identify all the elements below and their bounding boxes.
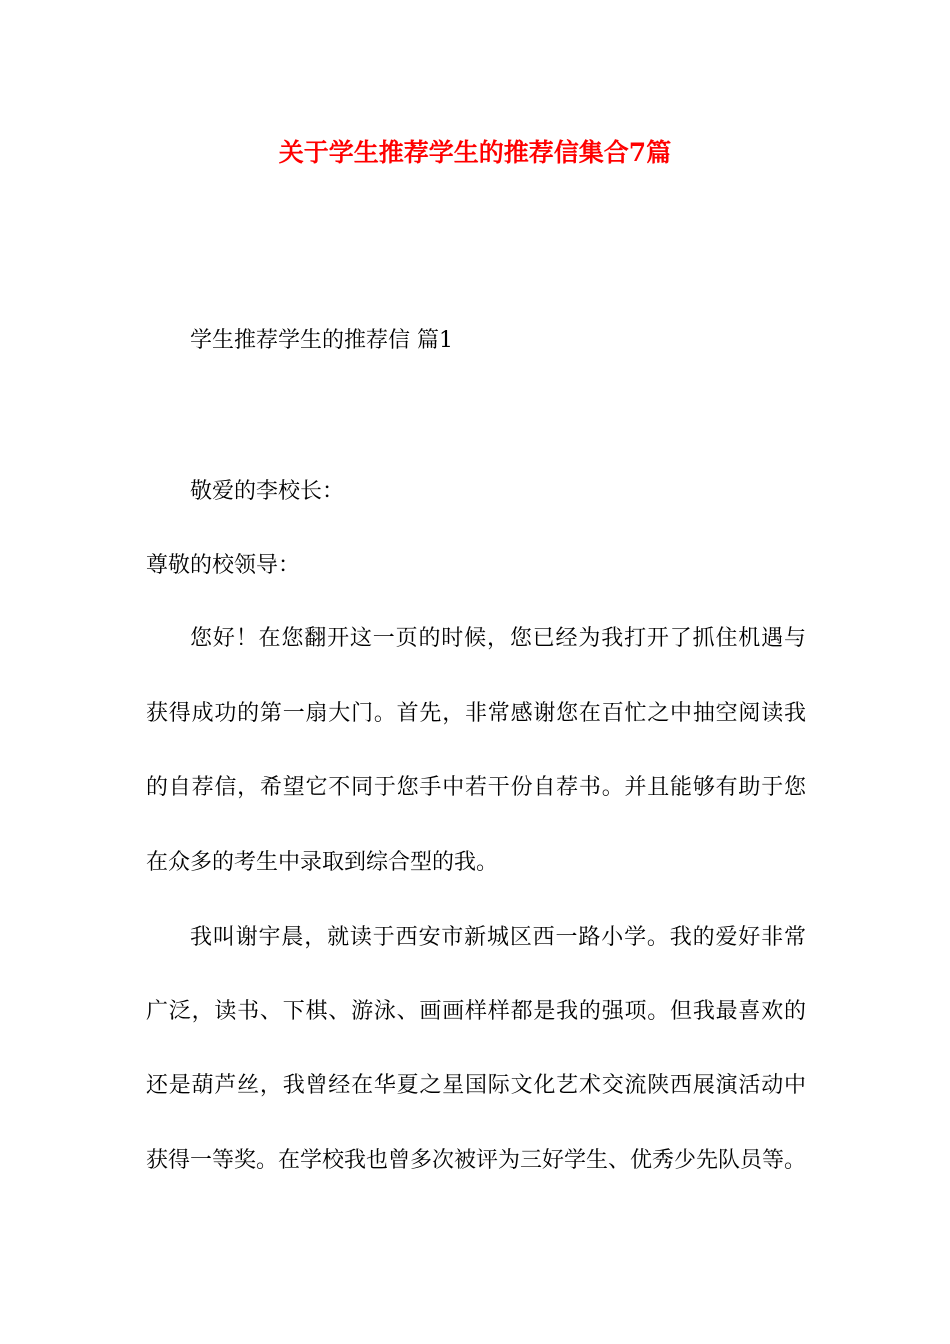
paragraph-line: 在众多的考生中录取到综合型的我。: [146, 850, 499, 875]
paragraph-line: 广泛，读书、下棋、游泳、画画样样都是我的强项。但我最喜欢的: [146, 999, 806, 1024]
salutation-leaders: 尊敬的校领导：: [146, 553, 301, 578]
document-title: 关于学生推荐学生的推荐信集合7篇: [278, 138, 672, 167]
paragraph-line: 您好！在您翻开这一页的时候，您已经为我打开了抓住机遇与: [190, 626, 806, 651]
paragraph-line: 获得一等奖。在学校我也曾多次被评为三好学生、优秀少先队员等。: [146, 1148, 806, 1173]
paragraph-line: 获得成功的第一扇大门。首先，非常感谢您在百忙之中抽空阅读我: [146, 701, 806, 726]
section-heading: 学生推荐学生的推荐信 篇1: [190, 328, 453, 353]
paragraph-line: 我叫谢宇晨，就读于西安市新城区西一路小学。我的爱好非常: [190, 925, 806, 950]
salutation-principal: 敬爱的李校长：: [190, 479, 345, 504]
paragraph-line: 还是葫芦丝，我曾经在华夏之星国际文化艺术交流陕西展演活动中: [146, 1073, 806, 1098]
paragraph-line: 的自荐信，希望它不同于您手中若干份自荐书。并且能够有助于您: [146, 775, 806, 800]
